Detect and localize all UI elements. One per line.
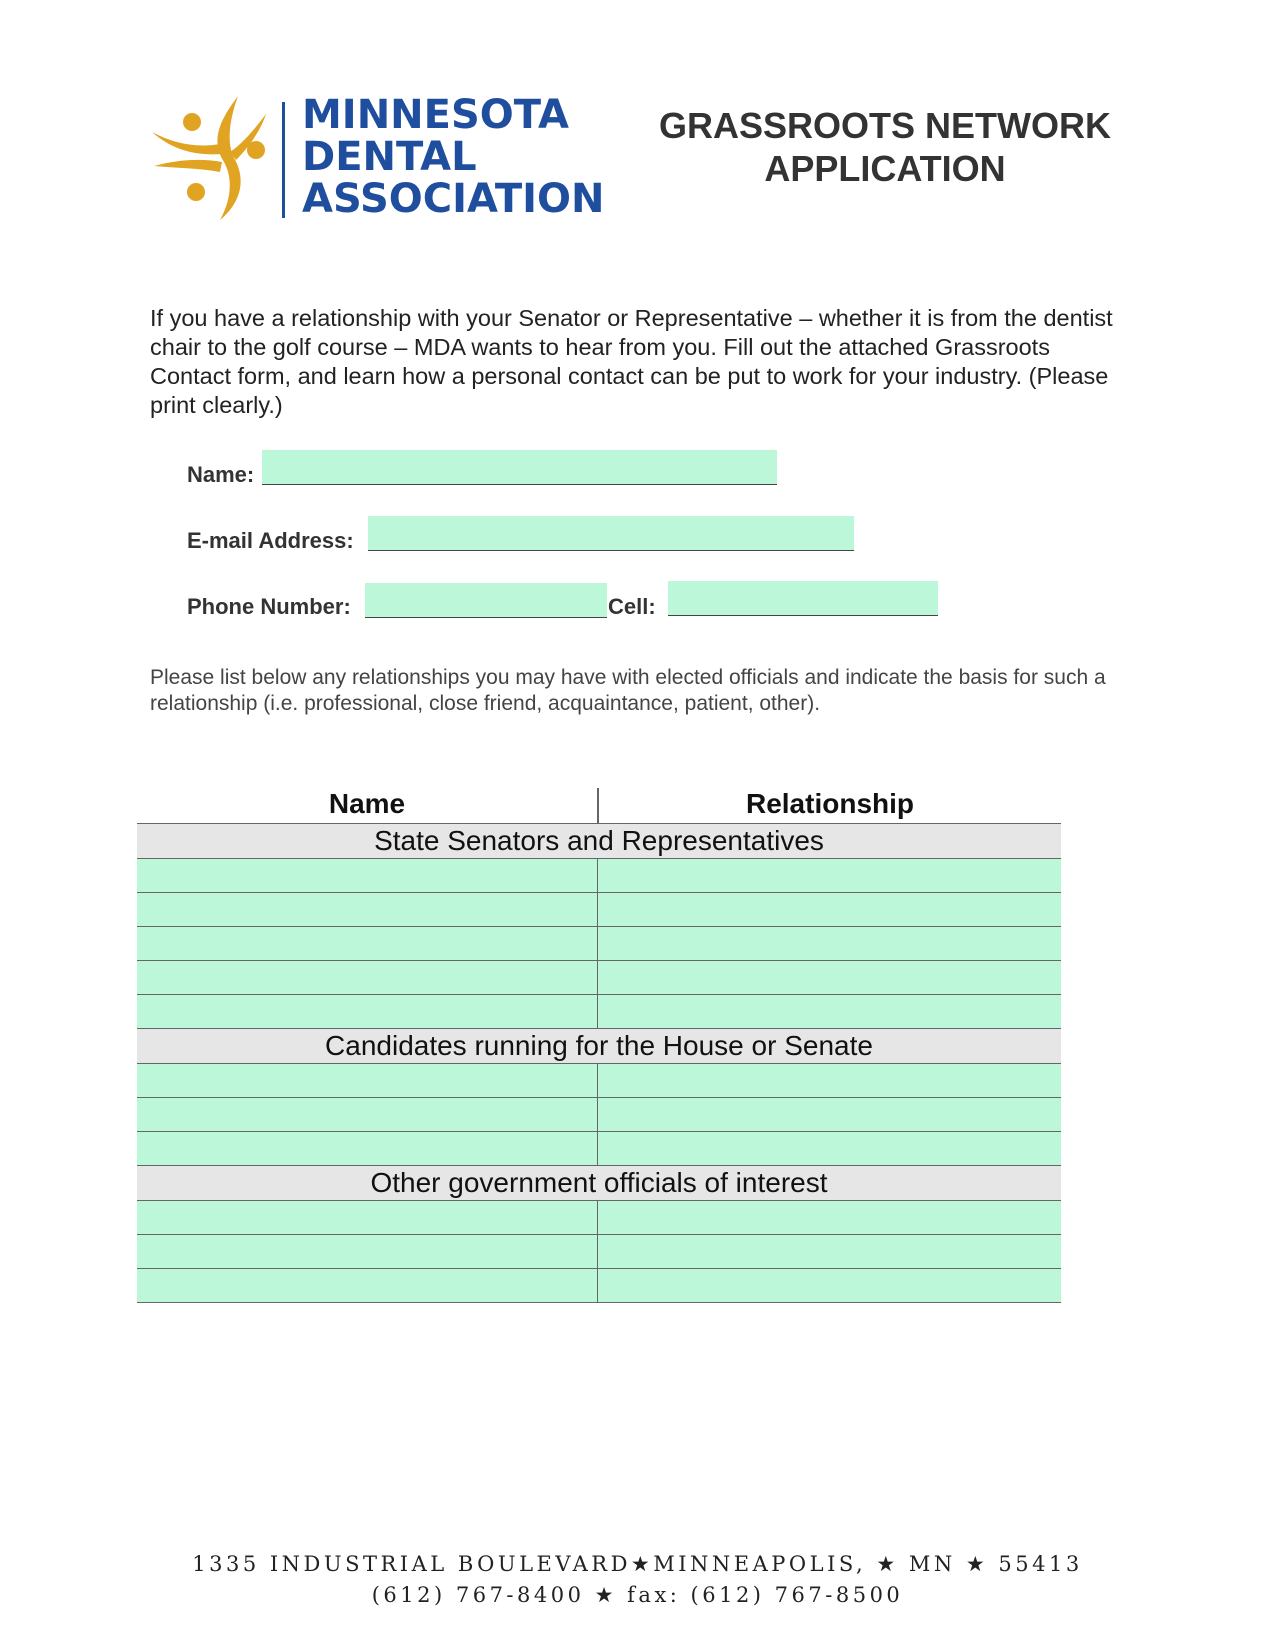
logo-wordmark <box>302 94 605 220</box>
official-name-field[interactable] <box>137 1064 598 1097</box>
relationship-field[interactable] <box>598 1064 1061 1097</box>
section-header: Other government officials of interest <box>137 1166 1061 1201</box>
official-name-field[interactable] <box>137 859 598 892</box>
title-line-1: GRASSROOTS NETWORK <box>658 105 1111 146</box>
column-header-name: Name <box>328 788 406 819</box>
email-label: E-mail Address: <box>187 528 354 553</box>
official-name-field[interactable] <box>137 1201 598 1234</box>
logo-line-2: DENTAL <box>302 134 477 180</box>
cell-label: Cell: <box>608 594 656 619</box>
column-header-relationship: Relationship <box>745 788 914 819</box>
table-row <box>137 1132 1061 1166</box>
official-name-field[interactable] <box>137 961 598 994</box>
relationship-field[interactable] <box>598 1132 1061 1165</box>
table-row <box>137 1064 1061 1098</box>
email-field[interactable] <box>368 516 854 551</box>
relationship-field[interactable] <box>598 927 1061 960</box>
table-row <box>137 1269 1061 1303</box>
table-row <box>137 893 1061 927</box>
relationship-field[interactable] <box>598 961 1061 994</box>
logo-divider <box>282 102 285 218</box>
table-row <box>137 859 1061 893</box>
name-field[interactable] <box>262 450 777 485</box>
footer-address: 1335 INDUSTRIAL BOULEVARD★MINNEAPOLIS, ★ MN ★ 55413 <box>192 1552 1083 1576</box>
table-row <box>137 1098 1061 1132</box>
table-header <box>137 788 1061 824</box>
logo-line-1: MINNESOTA <box>302 92 569 138</box>
page-title <box>640 104 1130 190</box>
footer-phone: (612) 767-8400 ★ fax: (612) 767-8500 <box>371 1583 904 1607</box>
table-row <box>137 927 1061 961</box>
table-row <box>137 1235 1061 1269</box>
header-rule <box>137 823 1061 825</box>
official-name-field[interactable] <box>137 1235 598 1268</box>
official-name-field[interactable] <box>137 927 598 960</box>
table-row <box>137 1201 1061 1235</box>
official-name-field[interactable] <box>137 893 598 926</box>
section-header: Candidates running for the House or Senate <box>137 1029 1061 1064</box>
official-name-field[interactable] <box>137 1132 598 1165</box>
section-header: State Senators and Representatives <box>137 824 1061 859</box>
phone-field[interactable] <box>365 583 607 618</box>
relationship-field[interactable] <box>598 859 1061 892</box>
relationships-table <box>137 788 1061 1303</box>
official-name-field[interactable] <box>137 1269 598 1302</box>
title-line-2: APPLICATION <box>764 148 1006 189</box>
official-name-field[interactable] <box>137 995 598 1028</box>
table-row <box>137 961 1061 995</box>
name-label: Name: <box>187 462 255 487</box>
logo-line-3: ASSOCIATION <box>302 176 605 222</box>
mda-figure-icon <box>150 92 280 224</box>
relationship-field[interactable] <box>598 1098 1061 1131</box>
cell-field[interactable] <box>668 581 938 616</box>
relationship-field[interactable] <box>598 1201 1061 1234</box>
relationship-field[interactable] <box>598 1235 1061 1268</box>
intro-paragraph: If you have a relationship with your Senator or Representative – whether it is from the dentist chair to the golf course – MDA wants to hear from you. Fill out the attached Grassroots Contact form, and learn how a personal contact can be put to work for your industry. (Please print clearly.) <box>150 305 1113 418</box>
relationship-field[interactable] <box>598 995 1061 1028</box>
table-row <box>137 995 1061 1029</box>
mda-logo <box>150 92 620 224</box>
instructions-note: Please list below any relationships you may have with elected officials and indicate the basis for such a relationship (i.e. professional, close friend, acquaintance, patient, other). <box>150 666 1106 715</box>
official-name-field[interactable] <box>137 1098 598 1131</box>
phone-label: Phone Number: <box>187 594 351 619</box>
relationship-field[interactable] <box>598 1269 1061 1302</box>
relationship-field[interactable] <box>598 893 1061 926</box>
